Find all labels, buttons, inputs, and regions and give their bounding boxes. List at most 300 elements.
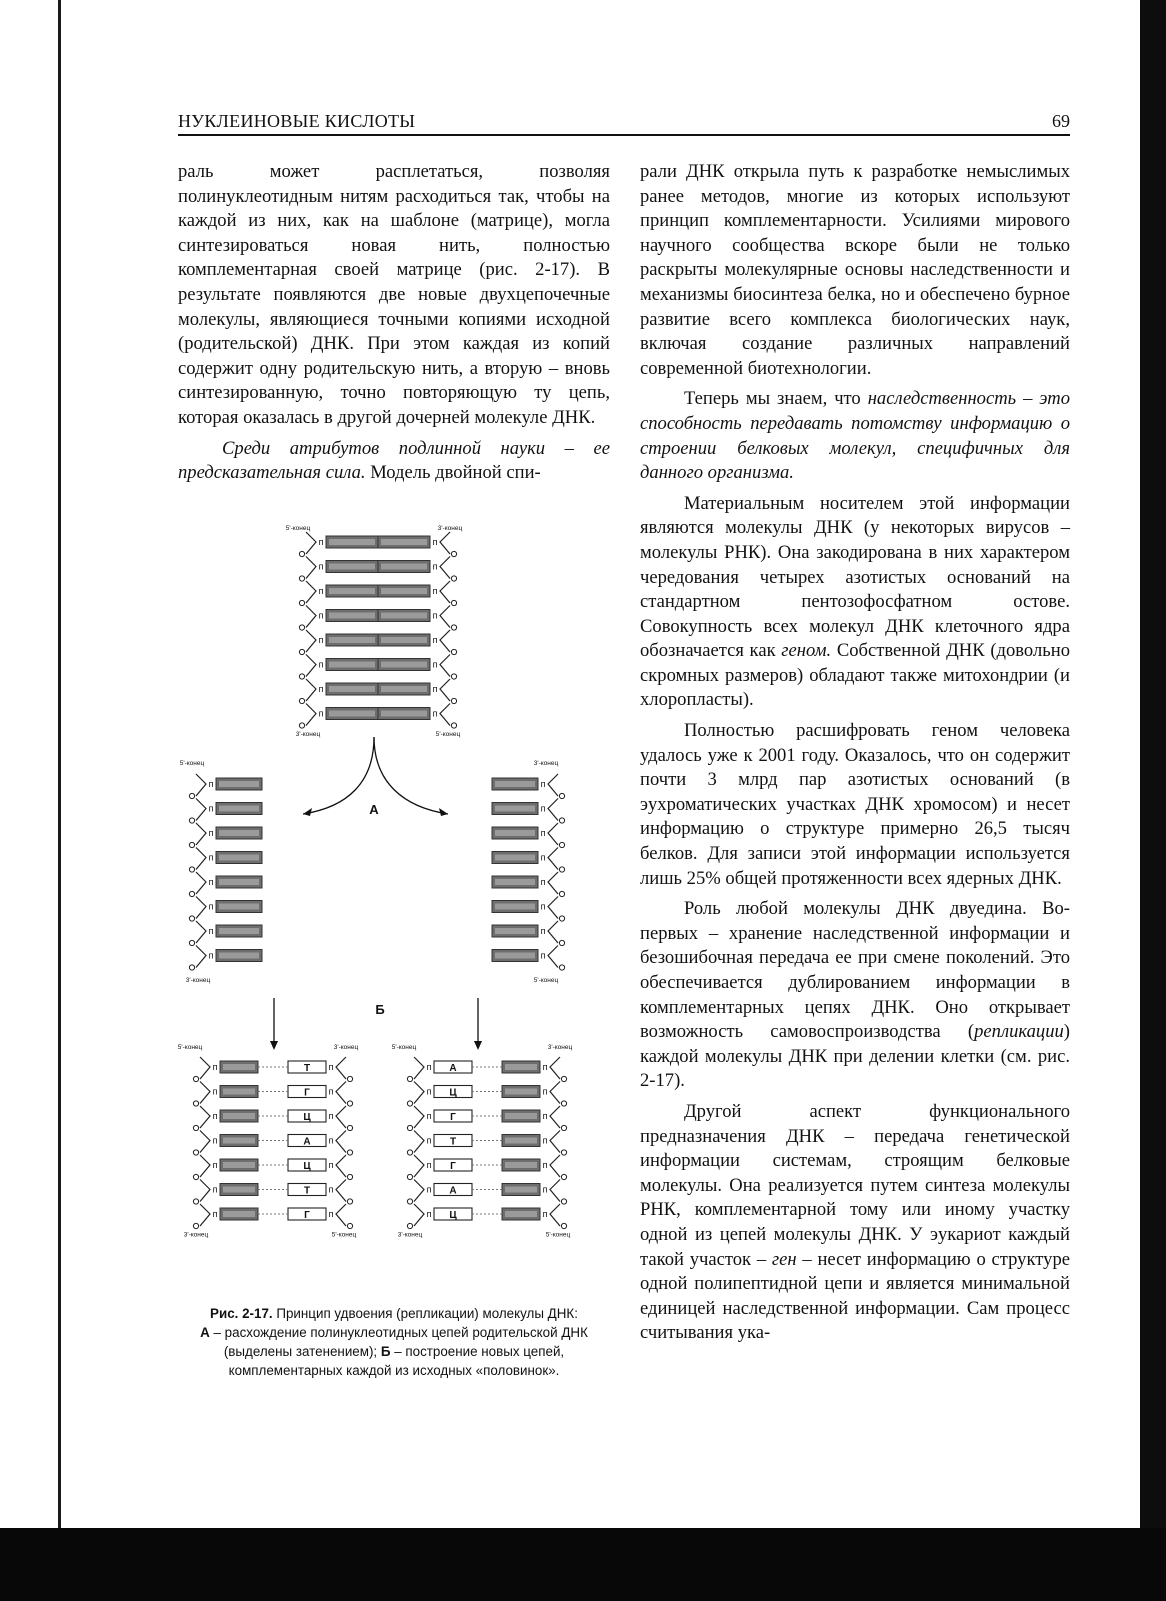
parent-base-texture <box>381 662 427 668</box>
parent-base-texture <box>219 904 259 910</box>
text-run: Другой аспект функционального предназначения ДНК – передача генетической информации системам, строящим белковые молекулы. Она реализуется путем синтеза молекулы РНК, комплементарной тому или иному участку одной из цепей молекулы ДНК. У эукариот каждый такой участок – <box>640 1100 1070 1270</box>
parent-base-texture <box>495 806 535 812</box>
backbone-n-label: п <box>208 877 214 887</box>
phosphate-mark <box>559 842 564 847</box>
parent-base-texture <box>381 588 427 594</box>
base-letter: Т <box>303 1185 311 1197</box>
backbone-segment <box>440 630 450 652</box>
parent-base-texture <box>223 1113 255 1119</box>
backbone-segment <box>440 606 450 628</box>
backbone-segment <box>306 532 316 554</box>
parent-base-texture <box>495 879 535 885</box>
backbone-n-label: п <box>328 1184 334 1195</box>
parent-base-texture <box>505 1211 537 1217</box>
backbone-segment <box>306 606 316 628</box>
backbone-n-label: п <box>318 684 324 694</box>
parent-base-texture <box>505 1162 537 1168</box>
end-label: 5'-конец <box>545 1231 571 1239</box>
arrowhead <box>474 1041 482 1050</box>
backbone-n-label: п <box>540 828 546 838</box>
phosphate-mark <box>559 940 564 945</box>
italic-phrase: ген <box>771 1248 797 1270</box>
backbone-n-label: п <box>540 852 546 863</box>
running-header <box>178 108 1070 136</box>
backbone-n-label: п <box>540 779 546 789</box>
backbone-n-label: п <box>426 1086 432 1097</box>
phosphate-mark <box>451 649 456 654</box>
backbone-segment <box>200 1155 210 1177</box>
backbone-segment <box>336 1131 346 1153</box>
parent-base-texture <box>223 1138 255 1144</box>
backbone-n-label: п <box>328 1062 334 1072</box>
backbone-n-label: п <box>328 1135 334 1146</box>
phosphate-mark <box>561 1125 566 1130</box>
backbone-segment <box>196 872 206 894</box>
backbone-segment <box>548 946 558 968</box>
arrowhead <box>439 808 448 816</box>
backbone-segment <box>200 1057 210 1079</box>
base-letter: Т <box>303 1063 311 1074</box>
backbone-n-label: п <box>212 1086 218 1097</box>
backbone-n-label: п <box>318 659 324 670</box>
end-label: 5'-конец <box>391 1044 417 1051</box>
phosphate-mark <box>299 600 304 605</box>
phosphate-mark <box>561 1076 566 1081</box>
end-label: 3'-конец <box>397 1231 423 1239</box>
backbone-n-label: п <box>208 828 214 838</box>
backbone-n-label: п <box>540 803 546 814</box>
paragraph: раль может расплетаться, позволяя полинуклеотидным нитям расходиться так, чтобы на каждой из них, как на шаблоне (матрице), могла синтезироваться новая нить, полностью комплементарная своей матрице (рис. 2-17). В результате появляются две новые двухцепочечные молекулы, являющиеся точными копиями исходной (родительской) ДНК. При этом каждая из копий содержит одну родительскую нить, а вторую – вновь синтезированную, точно повторяющую ту цепь, которая оказалась в другой дочерней молекуле ДНК. <box>178 161 610 428</box>
phosphate-mark <box>189 891 194 896</box>
phosphate-mark <box>561 1199 566 1204</box>
backbone-segment <box>414 1204 424 1226</box>
phosphate-mark <box>451 698 456 703</box>
italic-phrase: Среди атрибутов подлинной науки – ее предсказательная сила. <box>178 437 610 484</box>
backbone-segment <box>440 704 450 726</box>
backbone-n-label: п <box>426 1209 432 1219</box>
italic-phrase: геном. <box>781 640 832 662</box>
backbone-segment <box>196 823 206 845</box>
backbone-segment <box>548 872 558 894</box>
base-letter: Г <box>304 1210 310 1221</box>
parent-base-texture <box>381 711 427 717</box>
backbone-segment <box>548 921 558 943</box>
parent-base-texture <box>219 806 259 812</box>
backbone-segment <box>196 897 206 919</box>
text-run: Роль любой молекулы ДНК двуедина. Во-первых – хранение наследственной информации и безошибочная передача ее при смене поколений. Это обеспечивается дублированием информации в комплементарных цепях ДНК. Оно открывает возможность самовоспроизводства ( <box>640 898 1070 1043</box>
phosphate-mark <box>193 1174 198 1179</box>
text-run: Материальным носителем этой информации являются молекулы ДНК (у некоторых вирусов – молекулы РНК). Она закодирована в них характером чередования четырех азотистых оснований на стандартном пентозофосфатном остове. Совокупность всех молекул ДНК клеточного ядра обозначается как <box>640 492 1070 662</box>
backbone-n-label: п <box>540 877 546 887</box>
phosphate-mark <box>559 916 564 921</box>
end-label: 3'-конец <box>547 1044 573 1051</box>
backbone-segment <box>440 655 450 677</box>
backbone-n-label: п <box>328 1209 334 1219</box>
backbone-n-label: п <box>542 1135 548 1146</box>
backbone-n-label: п <box>328 1111 334 1121</box>
parent-base-texture <box>381 564 427 570</box>
backbone-n-label: п <box>212 1135 218 1146</box>
backbone-segment <box>414 1082 424 1104</box>
backbone-segment <box>306 655 316 677</box>
phosphate-mark <box>407 1223 412 1228</box>
paragraph: Полностью расшифровать геном человека удалось уже к 2001 году. Оказалось, что он содержит почти 3 млрд пар азотистых оснований (в эухроматических участках ДНК хромосом) и несет информацию о структуре примерно 26,5 тысяч белков. Для записи этой информации используется лишь 25% общей протяженности всех ядерных ДНК. <box>640 720 1070 889</box>
left-column <box>178 160 610 486</box>
phosphate-mark <box>299 674 304 679</box>
parent-base-texture <box>495 781 535 787</box>
text-run: – несет информацию о структуре одной полипептидной цепи и является минимальной единицей наследственной информации. Сам процесс считывания ука- <box>640 1248 1070 1344</box>
end-label: 5'-конец <box>178 1044 203 1051</box>
backbone-segment <box>196 946 206 968</box>
phosphate-mark <box>299 576 304 581</box>
backbone-segment <box>550 1082 560 1104</box>
page-number: 69 <box>1052 111 1070 131</box>
backbone-n-label: п <box>212 1062 218 1072</box>
backbone-n-label: п <box>432 561 438 572</box>
right-column <box>640 160 1070 1346</box>
paragraph <box>178 437 610 486</box>
parent-base-texture <box>329 564 375 570</box>
backbone-segment <box>440 557 450 579</box>
backbone-n-label: п <box>208 803 214 814</box>
backbone-n-label: п <box>208 950 214 961</box>
phosphate-mark <box>189 793 194 798</box>
parent-base-texture <box>495 953 535 959</box>
backbone-n-label: п <box>542 1160 548 1170</box>
parent-base-texture <box>381 686 427 692</box>
backbone-segment <box>550 1131 560 1153</box>
backbone-segment <box>548 823 558 845</box>
backbone-n-label: п <box>318 610 324 621</box>
figure-2-17 <box>178 522 610 1292</box>
phosphate-mark <box>407 1150 412 1155</box>
end-label: 5'-конец <box>331 1231 357 1239</box>
parent-base-texture <box>329 686 375 692</box>
paragraph <box>640 1100 1070 1346</box>
backbone-segment <box>440 679 450 701</box>
backbone-n-label: п <box>426 1160 432 1170</box>
backbone-n-label: п <box>212 1111 218 1121</box>
figure-caption <box>178 1304 610 1380</box>
backbone-segment <box>548 848 558 870</box>
phosphate-mark <box>559 818 564 823</box>
base-letter: Т <box>449 1136 457 1148</box>
phosphate-mark <box>559 891 564 896</box>
backbone-segment <box>414 1155 424 1177</box>
backbone-segment <box>200 1131 210 1153</box>
backbone-segment <box>550 1057 560 1079</box>
backbone-n-label: п <box>318 586 324 596</box>
arrow-a-right <box>374 737 448 814</box>
phosphate-mark <box>451 625 456 630</box>
end-label: 3'-конец <box>437 525 463 532</box>
backbone-segment <box>550 1204 560 1226</box>
backbone-n-label: п <box>426 1111 432 1121</box>
backbone-n-label: п <box>432 537 438 547</box>
phosphate-mark <box>451 600 456 605</box>
parent-base-texture <box>505 1064 537 1070</box>
parent-base-texture <box>223 1089 255 1095</box>
parent-base-texture <box>329 662 375 668</box>
backbone-segment <box>414 1106 424 1128</box>
paragraph <box>640 897 1070 1094</box>
backbone-n-label: п <box>328 1160 334 1170</box>
backbone-n-label: п <box>318 561 324 572</box>
backbone-segment <box>306 704 316 726</box>
backbone-n-label: п <box>208 779 214 789</box>
parent-base-texture <box>329 711 375 717</box>
scan-edge-left <box>58 0 61 1530</box>
end-label: 3'-конец <box>333 1044 359 1051</box>
phosphate-mark <box>299 649 304 654</box>
backbone-segment <box>336 1204 346 1226</box>
end-label: 3'-конец <box>185 977 211 984</box>
parent-base-texture <box>495 830 535 836</box>
backbone-segment <box>306 630 316 652</box>
backbone-segment <box>196 848 206 870</box>
backbone-n-label: п <box>318 537 324 547</box>
backbone-n-label: п <box>432 635 438 645</box>
backbone-n-label: п <box>318 708 324 719</box>
parent-base-texture <box>505 1089 537 1095</box>
backbone-segment <box>200 1082 210 1104</box>
backbone-segment <box>200 1106 210 1128</box>
base-letter: А <box>449 1185 457 1197</box>
backbone-n-label: п <box>540 926 546 936</box>
backbone-n-label: п <box>426 1135 432 1146</box>
parent-base-texture <box>495 928 535 934</box>
backbone-n-label: п <box>212 1209 218 1219</box>
phosphate-mark <box>189 940 194 945</box>
base-letter: Г <box>450 1161 456 1172</box>
phosphate-mark <box>189 965 194 970</box>
backbone-n-label: п <box>432 708 438 719</box>
phosphate-mark <box>193 1223 198 1228</box>
base-letter: Ц <box>449 1210 457 1221</box>
backbone-n-label: п <box>432 659 438 670</box>
backbone-segment <box>548 897 558 919</box>
end-label: 5'-конец <box>179 760 205 767</box>
backbone-segment <box>196 774 206 796</box>
backbone-segment <box>336 1057 346 1079</box>
backbone-n-label: п <box>542 1209 548 1219</box>
phosphate-mark <box>193 1150 198 1155</box>
phosphate-mark <box>347 1076 352 1081</box>
backbone-n-label: п <box>208 926 214 936</box>
backbone-n-label: п <box>432 684 438 694</box>
phosphate-mark <box>561 1174 566 1179</box>
phosphate-mark <box>193 1125 198 1130</box>
backbone-segment <box>440 581 450 603</box>
backbone-n-label: п <box>540 950 546 961</box>
phosphate-mark <box>407 1199 412 1204</box>
text-run: Теперь мы знаем, что <box>684 388 868 410</box>
parent-base-texture <box>495 904 535 910</box>
scan-edge-right <box>1140 0 1166 1601</box>
backbone-segment <box>550 1106 560 1128</box>
backbone-n-label: п <box>542 1111 548 1121</box>
backbone-n-label: п <box>542 1086 548 1097</box>
phosphate-mark <box>561 1150 566 1155</box>
phosphate-mark <box>347 1101 352 1106</box>
caption-a-label: А <box>200 1325 210 1340</box>
base-letter: Ц <box>303 1112 311 1123</box>
backbone-segment <box>336 1106 346 1128</box>
caption-label: Рис. 2-17. <box>210 1306 273 1321</box>
backbone-n-label: п <box>328 1086 334 1097</box>
parent-base-texture <box>381 613 427 619</box>
caption-b-label: Б <box>380 1344 391 1359</box>
backbone-segment <box>550 1155 560 1177</box>
end-label: 5'-конец <box>435 731 461 738</box>
phosphate-mark <box>189 818 194 823</box>
parent-base-texture <box>219 953 259 959</box>
base-letter: А <box>303 1136 311 1148</box>
backbone-segment <box>200 1204 210 1226</box>
parent-base-texture <box>505 1138 537 1144</box>
end-label: 3'-конец <box>295 731 321 738</box>
parent-base-texture <box>495 855 535 861</box>
backbone-n-label: п <box>318 635 324 645</box>
backbone-segment <box>306 679 316 701</box>
parent-base-texture <box>329 637 375 643</box>
backbone-segment <box>306 581 316 603</box>
phosphate-mark <box>559 965 564 970</box>
phosphate-mark <box>193 1101 198 1106</box>
paragraph <box>640 387 1070 485</box>
phosphate-mark <box>451 674 456 679</box>
backbone-segment <box>196 799 206 821</box>
backbone-segment <box>414 1180 424 1202</box>
phosphate-mark <box>407 1174 412 1179</box>
arrow-a-label: А <box>369 802 379 817</box>
running-title: НУКЛЕИНОВЫЕ КИСЛОТЫ <box>178 111 416 131</box>
parent-base-texture <box>223 1064 255 1070</box>
italic-phrase: наследственность – это способность передавать потомству информацию о строении белковых молекул, специфичных для данного организма. <box>640 388 1070 484</box>
phosphate-mark <box>451 551 456 556</box>
parent-base-texture <box>219 879 259 885</box>
arrow-a-left <box>303 737 374 814</box>
phosphate-mark <box>451 576 456 581</box>
phosphate-mark <box>189 867 194 872</box>
parent-base-texture <box>223 1187 255 1193</box>
phosphate-mark <box>561 1223 566 1228</box>
end-label: 3'-конец <box>533 760 559 767</box>
parent-base-texture <box>329 539 375 545</box>
phosphate-mark <box>189 916 194 921</box>
parent-base-texture <box>223 1162 255 1168</box>
paragraph: рали ДНК открыла путь к разработке немыслимых ранее методов, многие из которых используют принцип комплементарности. Усилиями мирового научного сообщества вскоре были не только раскрыты молекулярные основы наследственности и механизмы биосинтеза белка, но и обеспечено бурное развитие всего комплекса биологических наук, включая создание различных направлений современной биотехнологии. <box>640 161 1070 379</box>
text-run: Модель двойной спи- <box>365 462 541 484</box>
backbone-segment <box>336 1082 346 1104</box>
phosphate-mark <box>193 1076 198 1081</box>
backbone-n-label: п <box>208 852 214 863</box>
backbone-n-label: п <box>208 901 214 912</box>
dna-replication-diagram <box>178 522 610 1292</box>
phosphate-mark <box>347 1199 352 1204</box>
base-letter: Ц <box>303 1161 311 1172</box>
parent-base-texture <box>223 1211 255 1217</box>
backbone-n-label: п <box>542 1184 548 1195</box>
phosphate-mark <box>299 698 304 703</box>
backbone-segment <box>550 1180 560 1202</box>
backbone-segment <box>196 921 206 943</box>
arrowhead <box>303 808 312 816</box>
parent-base-texture <box>219 830 259 836</box>
backbone-n-label: п <box>432 610 438 621</box>
backbone-segment <box>414 1057 424 1079</box>
phosphate-mark <box>347 1150 352 1155</box>
phosphate-mark <box>299 551 304 556</box>
phosphate-mark <box>347 1223 352 1228</box>
caption-text: – расхождение полинуклеотидных цепей родительской ДНК (выделены затенением); <box>209 1325 588 1359</box>
base-letter: Г <box>450 1112 456 1123</box>
text-run: Собственной ДНК (довольно скромных размеров) обладают также митохондрии (и хлоропласты). <box>640 640 1070 711</box>
backbone-n-label: п <box>426 1062 432 1072</box>
backbone-n-label: п <box>432 586 438 596</box>
base-letter: Ц <box>449 1087 457 1099</box>
backbone-n-label: п <box>212 1160 218 1170</box>
backbone-segment <box>548 774 558 796</box>
backbone-segment <box>306 557 316 579</box>
phosphate-mark <box>451 723 456 728</box>
backbone-segment <box>336 1155 346 1177</box>
parent-base-texture <box>505 1113 537 1119</box>
parent-base-texture <box>381 539 427 545</box>
phosphate-mark <box>407 1101 412 1106</box>
phosphate-mark <box>559 793 564 798</box>
parent-base-texture <box>329 613 375 619</box>
phosphate-mark <box>193 1199 198 1204</box>
caption-text: – построение новых цепей, комплементарных каждой из исходных «половинок». <box>228 1344 565 1378</box>
backbone-segment <box>440 532 450 554</box>
base-letter: А <box>449 1063 457 1074</box>
backbone-segment <box>414 1131 424 1153</box>
phosphate-mark <box>347 1174 352 1179</box>
arrowhead <box>270 1041 278 1050</box>
phosphate-mark <box>347 1125 352 1130</box>
phosphate-mark <box>189 842 194 847</box>
backbone-n-label: п <box>212 1184 218 1195</box>
parent-base-texture <box>329 588 375 594</box>
end-label: 3'-конец <box>183 1231 209 1239</box>
base-letter: Г <box>304 1087 310 1099</box>
phosphate-mark <box>561 1101 566 1106</box>
backbone-n-label: п <box>540 901 546 912</box>
backbone-n-label: п <box>426 1184 432 1195</box>
paragraph <box>640 492 1070 713</box>
backbone-segment <box>336 1180 346 1202</box>
parent-base-texture <box>219 855 259 861</box>
parent-base-texture <box>505 1187 537 1193</box>
backbone-segment <box>548 799 558 821</box>
parent-base-texture <box>381 637 427 643</box>
italic-phrase: репликации <box>974 1021 1064 1043</box>
caption-text: Принцип удвоения (репликации) молекулы ДНК: <box>272 1306 578 1321</box>
text-run: ) каждой молекулы ДНК при делении клетки (см. рис. 2-17). <box>640 1021 1070 1092</box>
end-label: 5'-конец <box>533 977 559 984</box>
arrow-b-label: Б <box>375 1002 385 1017</box>
phosphate-mark <box>559 867 564 872</box>
scan-edge-bottom <box>0 1528 1166 1601</box>
parent-base-texture <box>219 781 259 787</box>
phosphate-mark <box>299 625 304 630</box>
end-label: 5'-конец <box>285 525 311 532</box>
phosphate-mark <box>299 723 304 728</box>
backbone-n-label: п <box>542 1062 548 1072</box>
parent-base-texture <box>219 928 259 934</box>
phosphate-mark <box>407 1076 412 1081</box>
